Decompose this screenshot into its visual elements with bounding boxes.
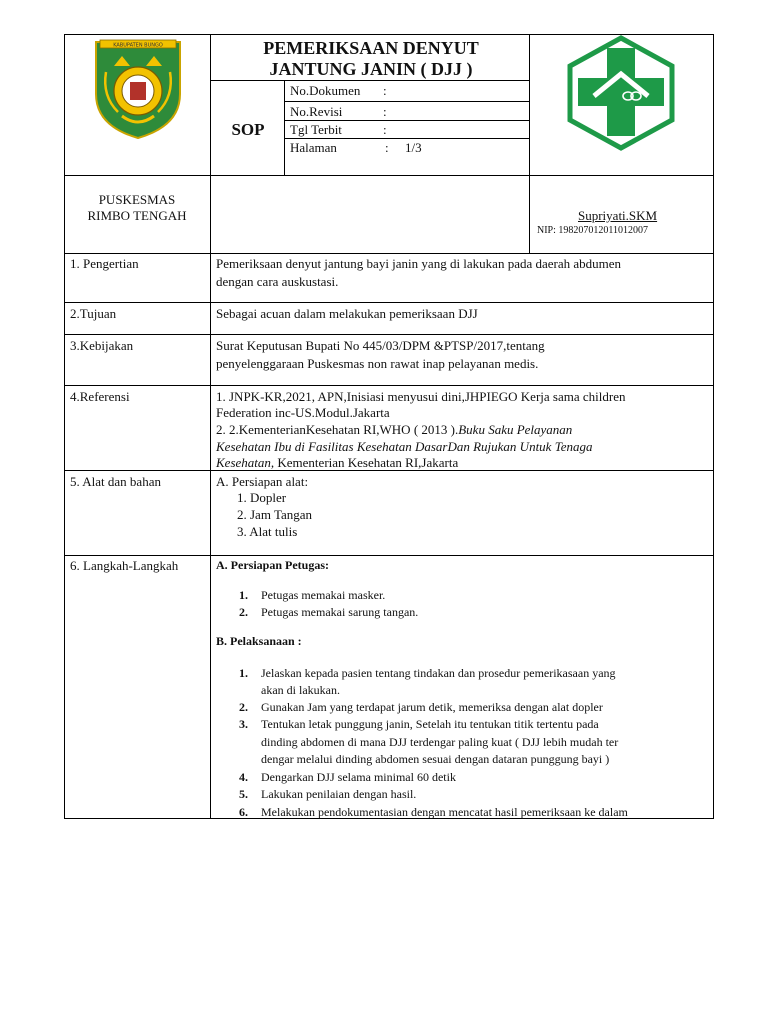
referensi-line-3-italic: Buku Saku Pelayanan: [458, 422, 573, 437]
page-title: [212, 38, 530, 80]
header-title-bottom: [210, 80, 530, 81]
referensi-line-3: [216, 422, 572, 438]
list-item-text: Tentukan letak punggung janin, Setelah itu tentukan titik tertentu pada: [261, 717, 599, 731]
list-item-number: 2.: [239, 700, 248, 714]
emblem-caption: KABUPATEN BUNGO: [113, 42, 163, 49]
title-line-1: PEMERIKSAAN DENYUT: [263, 38, 479, 58]
referensi-line-5-italic: Kesehatan,: [216, 455, 275, 470]
row-sep-langkah: [64, 555, 714, 556]
row-sep-kebijakan: [64, 334, 714, 335]
field-label-halaman: Halaman: [290, 140, 337, 155]
list-item: [239, 604, 418, 620]
list-item-text: Petugas memakai masker.: [261, 588, 386, 602]
row-sep-pengertian: [64, 253, 714, 254]
list-item: [239, 587, 385, 603]
referensi-line-4: Kesehatan Ibu di Fasilitas Kesehatan DasarDan Rujukan Untuk Tenaga: [216, 439, 593, 454]
list-item-continuation: dinding abdomen di mana DJJ terdengar paling kuat ( DJJ lebih mudah ter: [261, 735, 619, 749]
list-item: [239, 769, 456, 785]
field-sep-no-dokumen: :: [383, 83, 387, 98]
tujuan-line-1: Sebagai acuan dalam melakukan pemeriksaan DJJ: [216, 306, 478, 321]
list-item: [239, 665, 616, 681]
list-item-text: Jelaskan kepada pasien tentang tindakan dan prosedur pemerikasaan yang: [261, 666, 616, 680]
kebijakan-line-2: penyelenggaraan Puskesmas non rawat inap pelayanan medis.: [216, 356, 539, 371]
alat-item: 1. Dopler: [237, 490, 287, 505]
list-item-number: 1.: [239, 588, 248, 602]
pengertian-line-1: Pemeriksaan denyut jantung bayi janin yang di lakukan pada daerah abdumen: [216, 256, 622, 271]
list-item-number: 3.: [239, 717, 248, 731]
puskesmas-cross-logo: [562, 34, 680, 152]
signer-name: Supriyati.SKM: [578, 208, 658, 223]
field-row-line-1: [284, 101, 530, 102]
list-item-text: Lakukan penilaian dengan hasil.: [261, 787, 417, 801]
section-label-langkah: 6. Langkah-Langkah: [70, 558, 179, 573]
list-item-number: 6.: [239, 805, 248, 819]
field-label-no-revisi: No.Revisi: [290, 104, 343, 119]
title-line-2: JANTUNG JANIN ( DJJ ): [269, 59, 473, 79]
referensi-line-3-plain: 2. 2.KementerianKesehatan RI,WHO ( 2013 ).: [216, 422, 459, 437]
list-item: [239, 786, 416, 802]
alat-item: 3. Alat tulis: [237, 524, 298, 539]
org-line-2: RIMBO TENGAH: [87, 208, 187, 223]
alat-heading: A. Persiapan alat:: [216, 474, 309, 489]
table-border-left: [64, 34, 65, 819]
header-divider-sop: [284, 80, 285, 175]
section-label-alat: 5. Alat dan bahan: [70, 474, 161, 489]
list-item-text: Dengarkan DJJ selama minimal 60 detik: [261, 770, 456, 784]
list-item-continuation: dengar melalui dinding abdomen sesuai dengan dataran punggung bayi ): [261, 752, 610, 766]
field-label-no-dokumen: No.Dokumen: [290, 83, 361, 98]
list-item-number: 2.: [239, 605, 248, 619]
field-row-line-3: [284, 138, 530, 139]
list-item: [239, 716, 599, 732]
field-sep-halaman: :: [385, 140, 389, 155]
section-label-referensi: 4.Referensi: [70, 389, 130, 404]
langkah-heading-a: A. Persiapan Petugas:: [216, 558, 329, 572]
field-row-line-2: [284, 120, 530, 121]
section-label-kebijakan: 3.Kebijakan: [70, 338, 134, 353]
kabupaten-bungo-emblem: [92, 36, 184, 140]
referensi-line-5-plain: Kementerian Kesehatan RI,Jakarta: [274, 455, 459, 470]
referensi-line-5: [216, 455, 458, 471]
list-item-number: 1.: [239, 666, 248, 680]
header-row-bottom: [64, 175, 714, 176]
signer-nip: NIP: 198207012011012007: [537, 225, 649, 236]
list-item-text: Melakukan pendokumentasian dengan mencatat hasil pemeriksaan ke dalam: [261, 805, 628, 819]
field-label-tgl-terbit: Tgl Terbit: [290, 122, 342, 137]
pengertian-line-2: dengan cara auskustasi.: [216, 274, 339, 289]
field-sep-no-revisi: :: [383, 104, 387, 119]
list-item-number: 4.: [239, 770, 248, 784]
list-item-text: Petugas memakai sarung tangan.: [261, 605, 419, 619]
org-line-1: PUSKESMAS: [98, 192, 176, 207]
field-sep-tgl-terbit: :: [383, 122, 387, 137]
row-sep-tujuan: [64, 302, 714, 303]
kebijakan-line-1: Surat Keputusan Bupati No 445/03/DPM &PTSP/2017,tentang: [216, 338, 545, 353]
table-border-right: [713, 34, 714, 819]
list-item: [239, 699, 603, 715]
list-item-text: Gunakan Jam yang terdapat jarum detik, memeriksa dengan alat dopler: [261, 700, 603, 714]
section-label-tujuan: 2.Tujuan: [70, 306, 117, 321]
section-label-pengertian: 1. Pengertian: [70, 256, 139, 271]
org-name: [64, 192, 210, 224]
column-divider: [210, 34, 211, 819]
referensi-line-1: 1. JNPK-KR,2021, APN,Inisiasi menyusui dini,JHPIEGO Kerja sama children: [216, 389, 626, 404]
langkah-heading-b: B. Pelaksanaan :: [216, 634, 302, 648]
list-item-continuation: akan di lakukan.: [261, 683, 340, 697]
row-sep-referensi: [64, 385, 714, 386]
field-value-halaman: 1/3: [405, 140, 422, 155]
sop-label: SOP: [231, 120, 265, 139]
referensi-line-2: Federation inc-US.Modul.Jakarta: [216, 405, 390, 420]
list-item-number: 5.: [239, 787, 248, 801]
alat-item: 2. Jam Tangan: [237, 507, 313, 522]
list-item: [239, 804, 628, 820]
